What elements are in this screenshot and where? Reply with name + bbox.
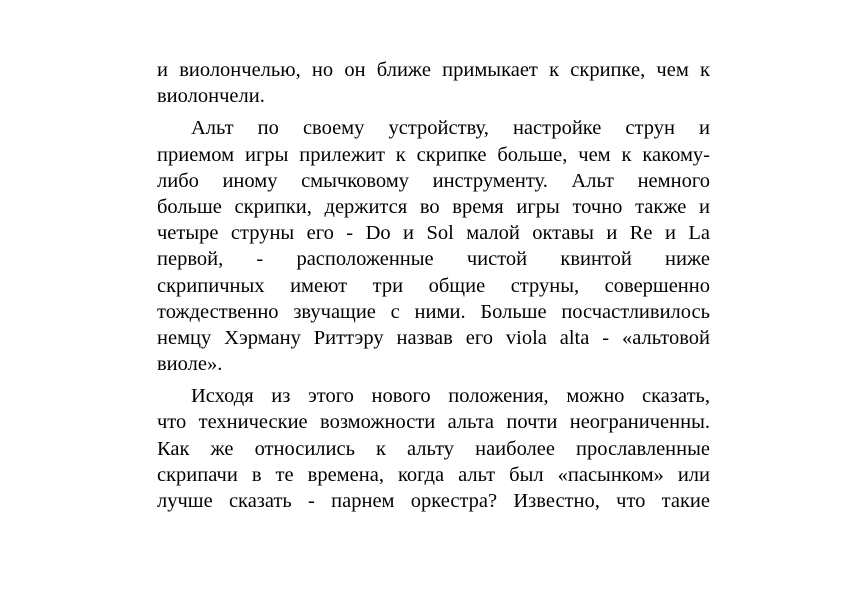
text-line: больше скрипки, держится во время игры точно также и bbox=[157, 195, 710, 218]
text-line: Альт по своему устройству, настройке струн и bbox=[191, 117, 710, 140]
text-line: первой, - расположенные чистой квинтой ниже bbox=[157, 248, 710, 271]
text-line: немцу Хэрману Риттэру назвав его viola alta - «альтовой bbox=[157, 326, 710, 349]
text-line: виолончели. bbox=[157, 85, 265, 108]
text-line: что технические возможности альта почти неограниченны. bbox=[157, 411, 710, 434]
text-line: четыре струны его - Do и Sol малой октавы и Re и La bbox=[157, 222, 710, 245]
text-line: Как же относились к альту наиболее прославленные bbox=[157, 437, 710, 460]
text-line: скрипичных имеют три общие струны, совершенно bbox=[157, 274, 710, 297]
text-line: приемом игры прилежит к скрипке больше, чем к какому- bbox=[157, 143, 710, 166]
text-line: и виолончелью, но он ближе примыкает к скрипке, чем к bbox=[157, 59, 710, 81]
text-line: Исходя из этого нового положения, можно сказать, bbox=[191, 385, 710, 408]
document-page bbox=[157, 57, 710, 514]
paragraph-1 bbox=[157, 57, 710, 109]
paragraph-2 bbox=[157, 115, 710, 377]
text-line: виоле». bbox=[157, 353, 223, 376]
text-line: скрипачи в те времена, когда альт был «пасынком» или bbox=[157, 463, 710, 486]
paragraph-3 bbox=[157, 383, 710, 514]
text-line: тождественно звучащие с ними. Больше посчастливилось bbox=[157, 300, 710, 323]
text-line: либо иному смычковому инструменту. Альт немного bbox=[157, 169, 710, 192]
text-line: лучше сказать - парнем оркестра? Известно, что такие bbox=[157, 490, 710, 512]
